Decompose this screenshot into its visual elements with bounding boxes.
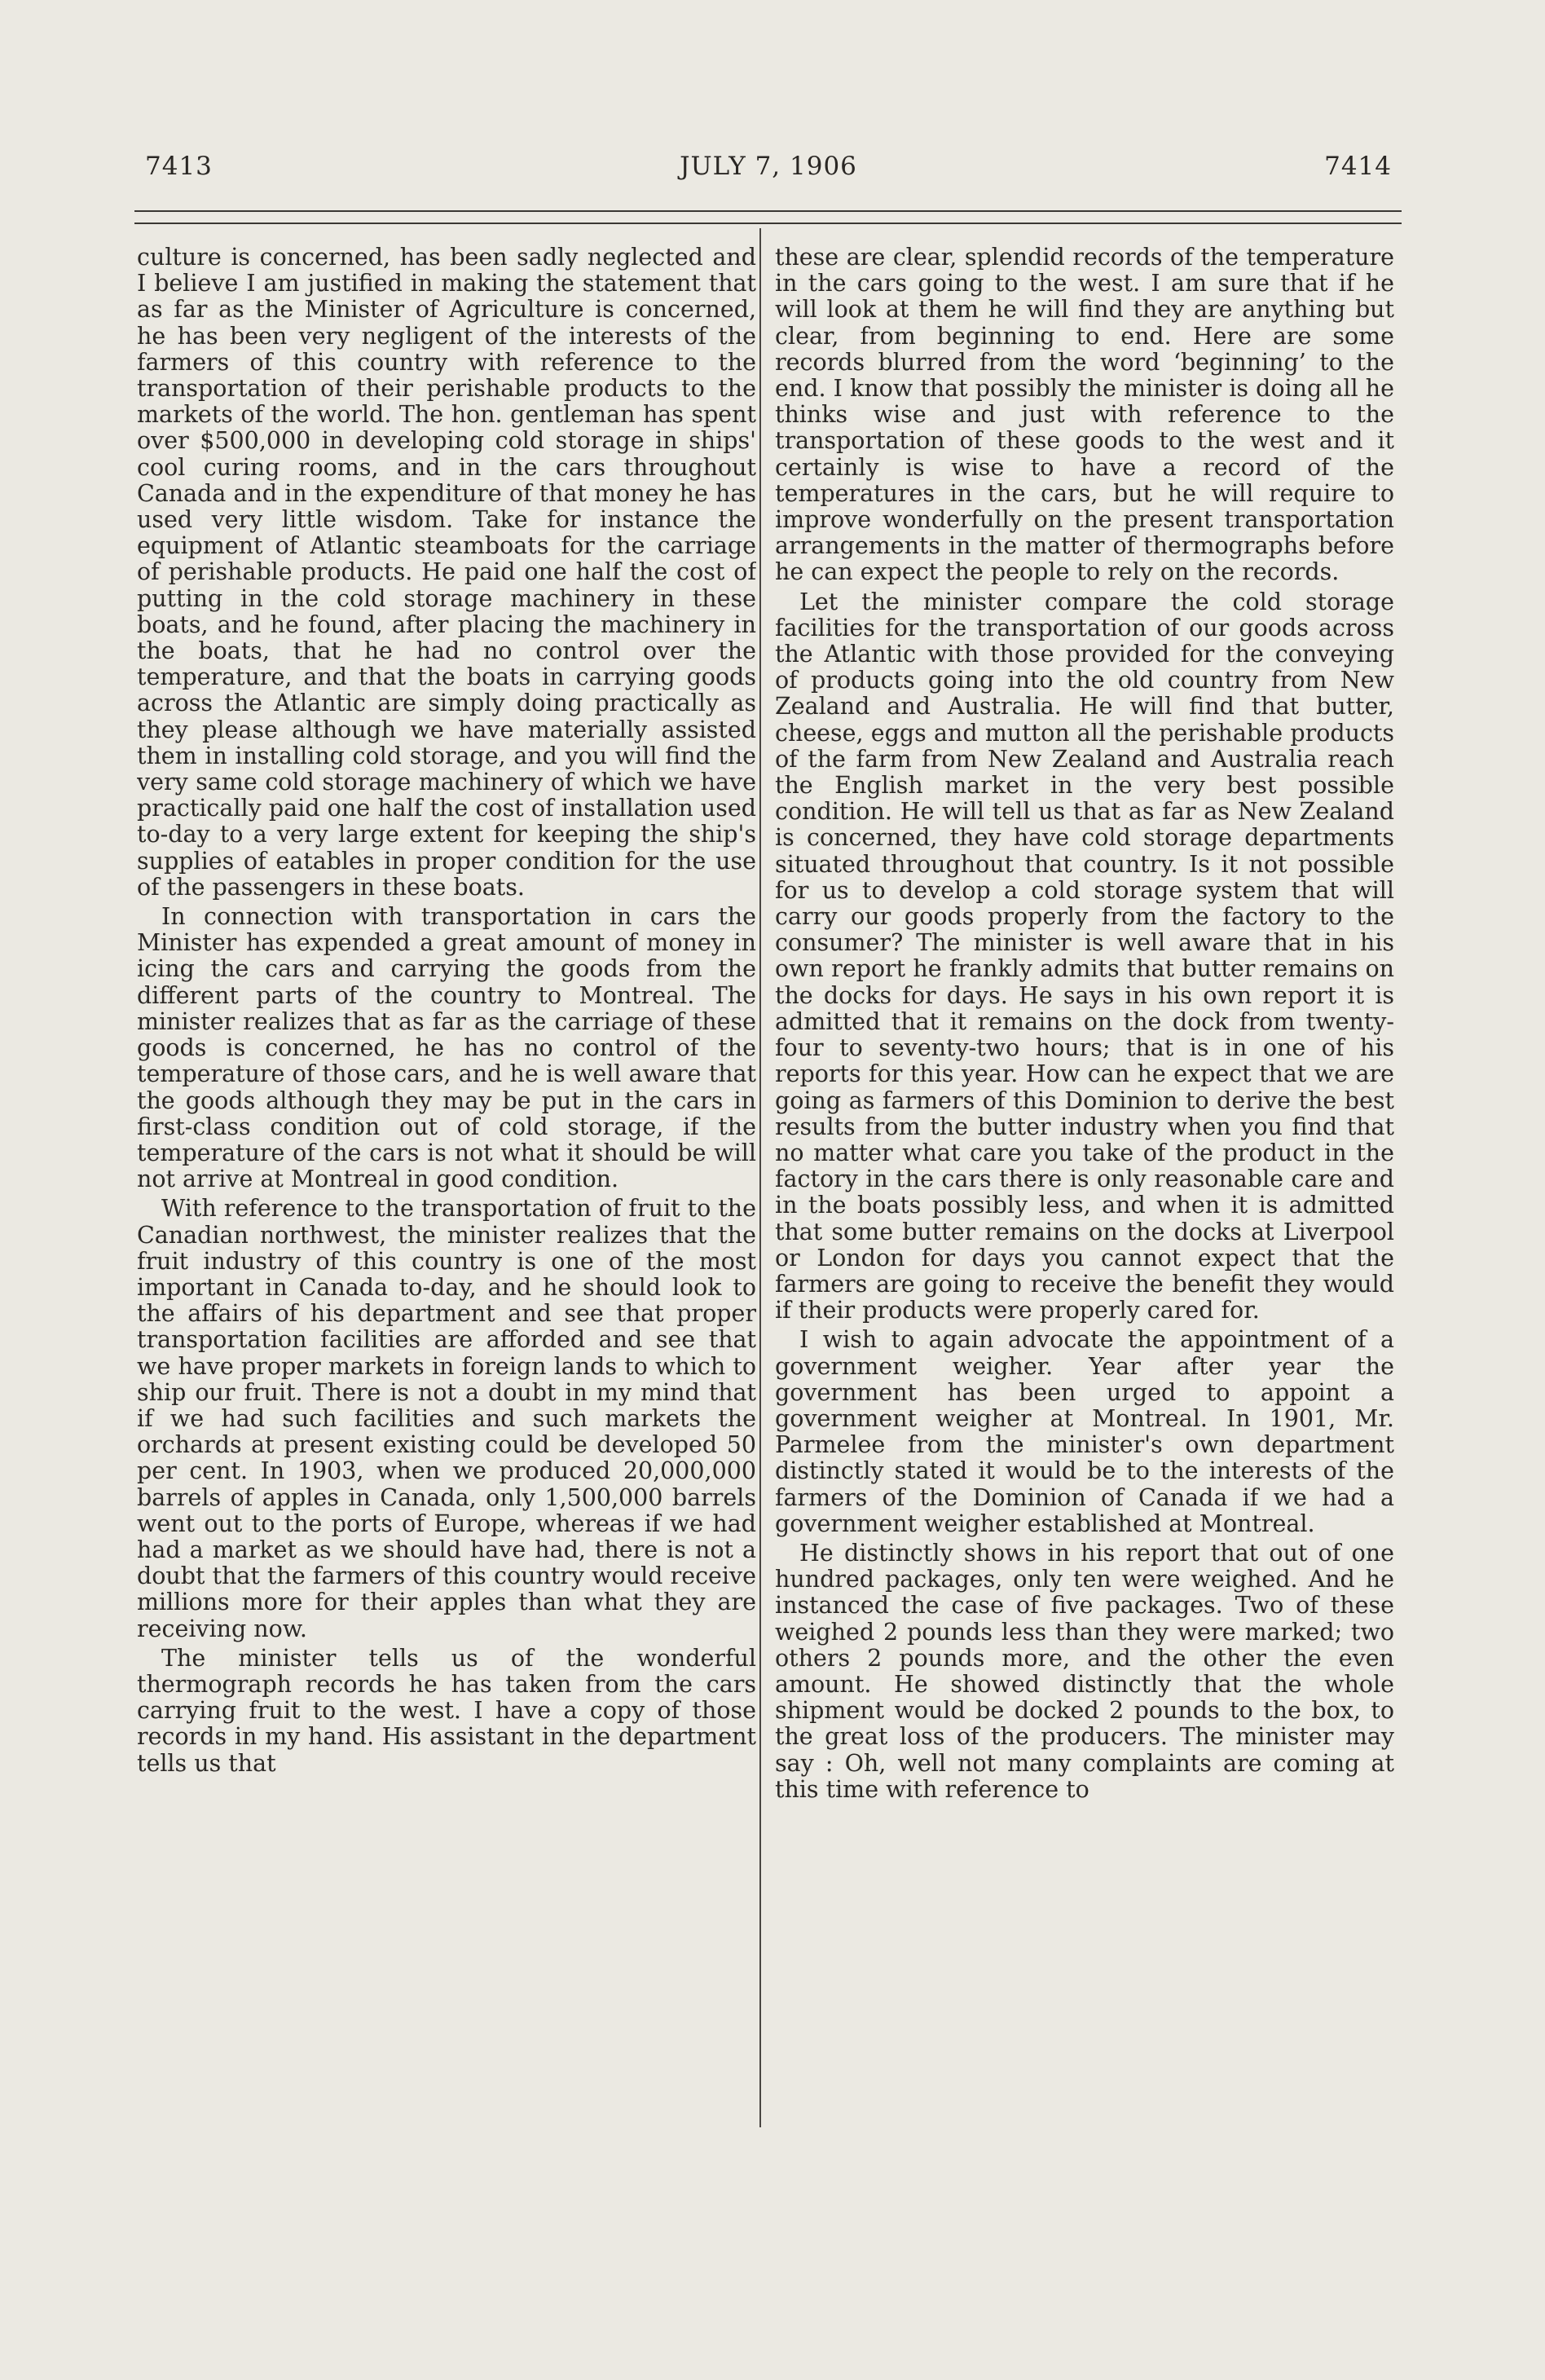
right-page-number: 7414: [1324, 152, 1392, 181]
page-header: [145, 152, 1392, 192]
right-column: [775, 245, 1394, 2168]
paragraph: The minister tells us of the wonderful thermograph records he has taken from the cars carrying fruit to the west. I have a copy of those records in my hand. His assistant in the department tells us that: [137, 1644, 756, 1777]
paragraph: Let the minister compare the cold storage facilities for the transportation of our goods across the Atlantic with those provided for the conveying of products going into the old country from New Zealand and Australia. He will find that butter, cheese, eggs and mutton all the perishable products of the farm from New Zealand and Australia reach the English market in the very best possible condition. He will tell us that as far as New Zealand is concerned, they have cold storage departments situated throughout that country. Is it not possible for us to develop a cold storage system that will carry our goods properly from the factory to the consumer? The minister is well aware that in his own report he frankly admits that butter remains on the docks for days. He says in his own report it is admitted that it remains on the dock from twenty-four to seventy-two hours; that is in one of his reports for this year. How can he expect that we are going as farmers of this Dominion to derive the best results from the butter industry when you find that no matter what care you take of the product in the factory in the cars there is only reasonable care and in the boats possibly less, and when it is admitted that some butter remains on the docks at Liverpool or London for days you cannot expect that the farmers are going to receive the benefit they would if their products were properly cared for.: [775, 588, 1394, 1324]
paragraph: these are clear, splendid records of the temperature in the cars going to the west. I am sure that if he will look at them he will find they are anything but clear, from beginning to end. Here are some records blurred from the word ‘beginning’ to the end. I know that possibly the minister is doing all he thinks wise and just with reference to the transportation of these goods to the west and it certainly is wise to have a record of the temperatures in the cars, but he will require to improve wonderfully on the present transportation arrangements in the matter of thermographs before he can expect the people to rely on the records.: [775, 245, 1394, 586]
paragraph: culture is concerned, has been sadly neglected and I believe I am justified in making the statement that as far as the Minister of Agriculture is concerned, he has been very negligent of the interests of the farmers of this country with reference to the transportation of their perishable products to the markets of the world. The hon. gentleman has spent over $500,000 in developing cold storage in ships' cool curing rooms, and in the cars throughout Canada and in the expenditure of that money he has used very little wisdom. Take for instance the equipment of Atlantic steamboats for the carriage of perishable products. He paid one half the cost of putting in the cold storage machinery in these boats, and he found, after placing the machinery in the boats, that he had no control over the temperature, and that the boats in carrying goods across the Atlantic are simply doing practically as they please although we have materially assisted them in installing cold storage, and you will find the very same cold storage machinery of which we have practically paid one half the cost of installation used to-day to a very large extent for keeping the ship's supplies of eatables in proper condition for the use of the passengers in these boats.: [137, 245, 756, 901]
left-column: [137, 245, 756, 2168]
header-rule-top: [134, 210, 1402, 212]
paragraph: In connection with transportation in cars the Minister has expended a great amount of money in icing the cars and carrying the goods from the different parts of the country to Montreal. The minister realizes that as far as the carriage of these goods is concerned, he has no control of the temperature of those cars, and he is well aware that the goods although they may be put in the cars in first-class condition out of cold storage, if the temperature of the cars is not what it should be will not arrive at Montreal in good condition.: [137, 903, 756, 1193]
page-date: JULY 7, 1906: [680, 152, 857, 181]
paragraph: He distinctly shows in his report that out of one hundred packages, only ten were weighed. And he instanced the case of five packages. Two of these weighed 2 pounds less than they were marked; two others 2 pounds more, and the other the even amount. He showed distinctly that the whole shipment would be docked 2 pounds to the box, to the great loss of the producers. The minister may say : Oh, well not many complaints are coming at this time with reference to: [775, 1539, 1394, 1803]
header-rule-bottom: [134, 223, 1402, 224]
left-page-number: 7413: [145, 152, 213, 181]
paragraph: With reference to the transportation of fruit to the Canadian northwest, the minister realizes that the fruit industry of this country is one of the most important in Canada to-day, and he should look to the affairs of his department and see that proper transportation facilities are afforded and see that we have proper markets in foreign lands to which to ship our fruit. There is not a doubt in my mind that if we had such facilities and such markets the orchards at present existing could be developed 50 per cent. In 1903, when we produced 20,000,000 barrels of apples in Canada, only 1,500,000 barrels went out to the ports of Europe, whereas if we had had a market as we should have had, there is not a doubt that the farmers of this country would receive millions more for their apples than what they are receiving now.: [137, 1195, 756, 1642]
paragraph: I wish to again advocate the appointment of a government weigher. Year after year the government has been urged to appoint a government weigher at Montreal. In 1901, Mr. Parmelee from the minister's own department distinctly stated it would be to the interests of the farmers of the Dominion of Canada if we had a government weigher established at Montreal.: [775, 1326, 1394, 1537]
column-divider: [759, 228, 761, 2127]
